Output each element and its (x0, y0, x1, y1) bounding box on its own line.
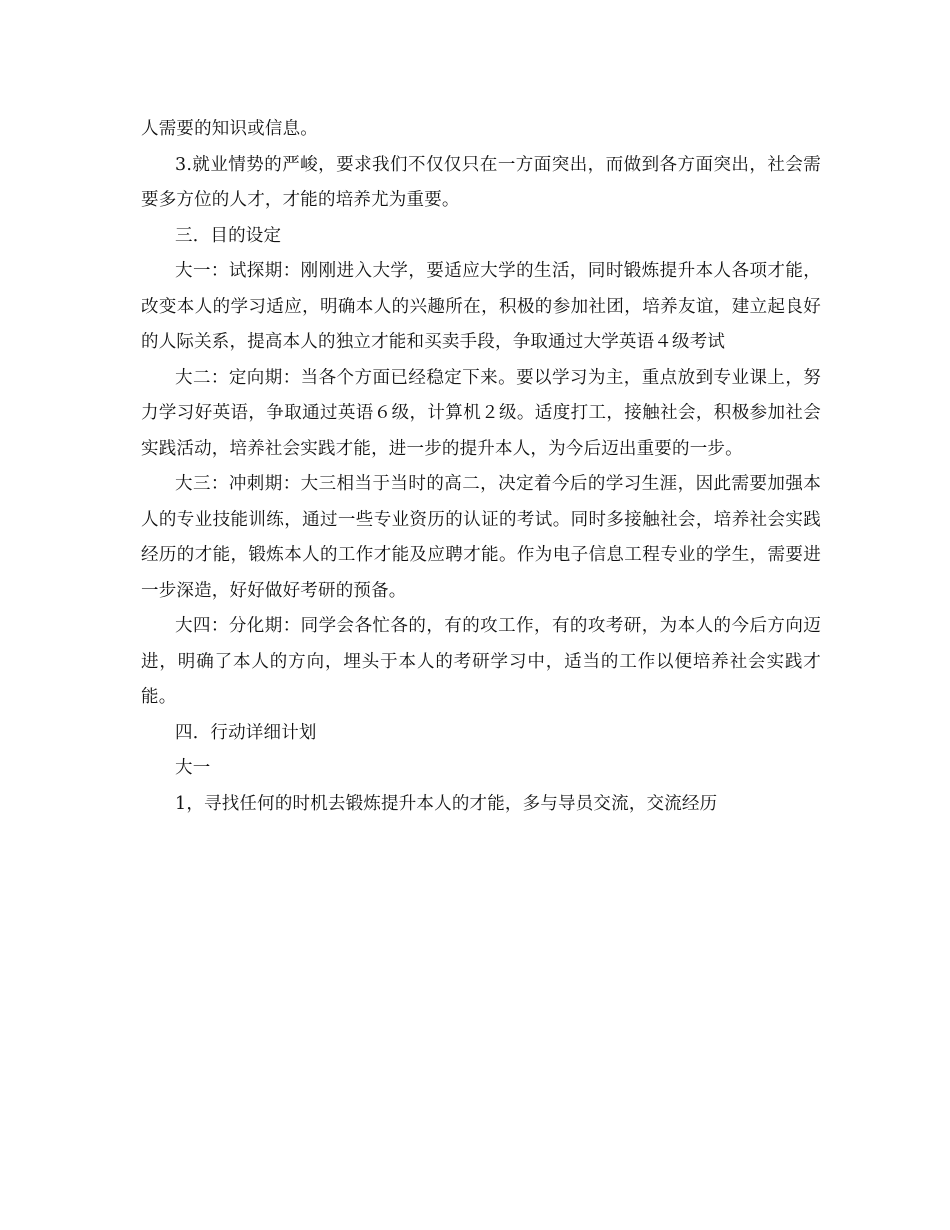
document-body (141, 112, 821, 822)
section-heading-action-plan: 四．行动详细计划 (175, 722, 317, 743)
paragraph-junior-year: 大三：冲刺期：大三相当于当时的高二，决定着今后的学习生涯，因此需要加强本人的专业技能训练，通过一些专业资历的认证的考试。同时多接触社会，培养社会实践经历的才能，锻炼本人的工作才能及应聘才能。作为电子信息工程专业的学生，需要进一步深造，好好做好考研的预备。 (141, 474, 821, 601)
paragraph-freshman-year: 大一：试探期：刚刚进入大学，要适应大学的生活，同时锻炼提升本人各项才能，改变本人的学习适应，明确本人的兴趣所在，积极的参加社团，培养友谊，建立起良好的人际关系，提高本人的独立才能和买卖手段，争取通过大学英语４级考试 (141, 261, 821, 352)
paragraph-senior-year: 大四：分化期：同学会各忙各的，有的攻工作，有的攻考研，为本人的今后方向迈进，明确了本人的方向，埋头于本人的考研学习中，适当的工作以便培养社会实践才能。 (141, 616, 821, 707)
subheading-freshman: 大一 (175, 758, 211, 778)
section-heading-goal-setting: 三．目的设定 (175, 225, 282, 246)
paragraph-sophomore-year: 大二：定向期：当各个方面已经稳定下来。要以学习为主，重点放到专业课上，努力学习好英语，争取通过英语６级，计算机２级。适度打工，接触社会，积极参加社会实践活动，培养社会实践才能，进一步的提升本人，为今后迈出重要的一步。 (141, 367, 821, 459)
paragraph-continuation: 人需要的知识或信息。 (141, 119, 318, 139)
list-item-plan-1: 1，寻找任何的时机去锻炼提升本人的才能，多与导员交流，交流经历 (175, 793, 718, 814)
paragraph-employment-situation: 3.就业情势的严峻，要求我们不仅仅只在一方面突出，而做到各方面突出，社会需要多方位的人才，才能的培养尤为重要。 (141, 154, 821, 210)
